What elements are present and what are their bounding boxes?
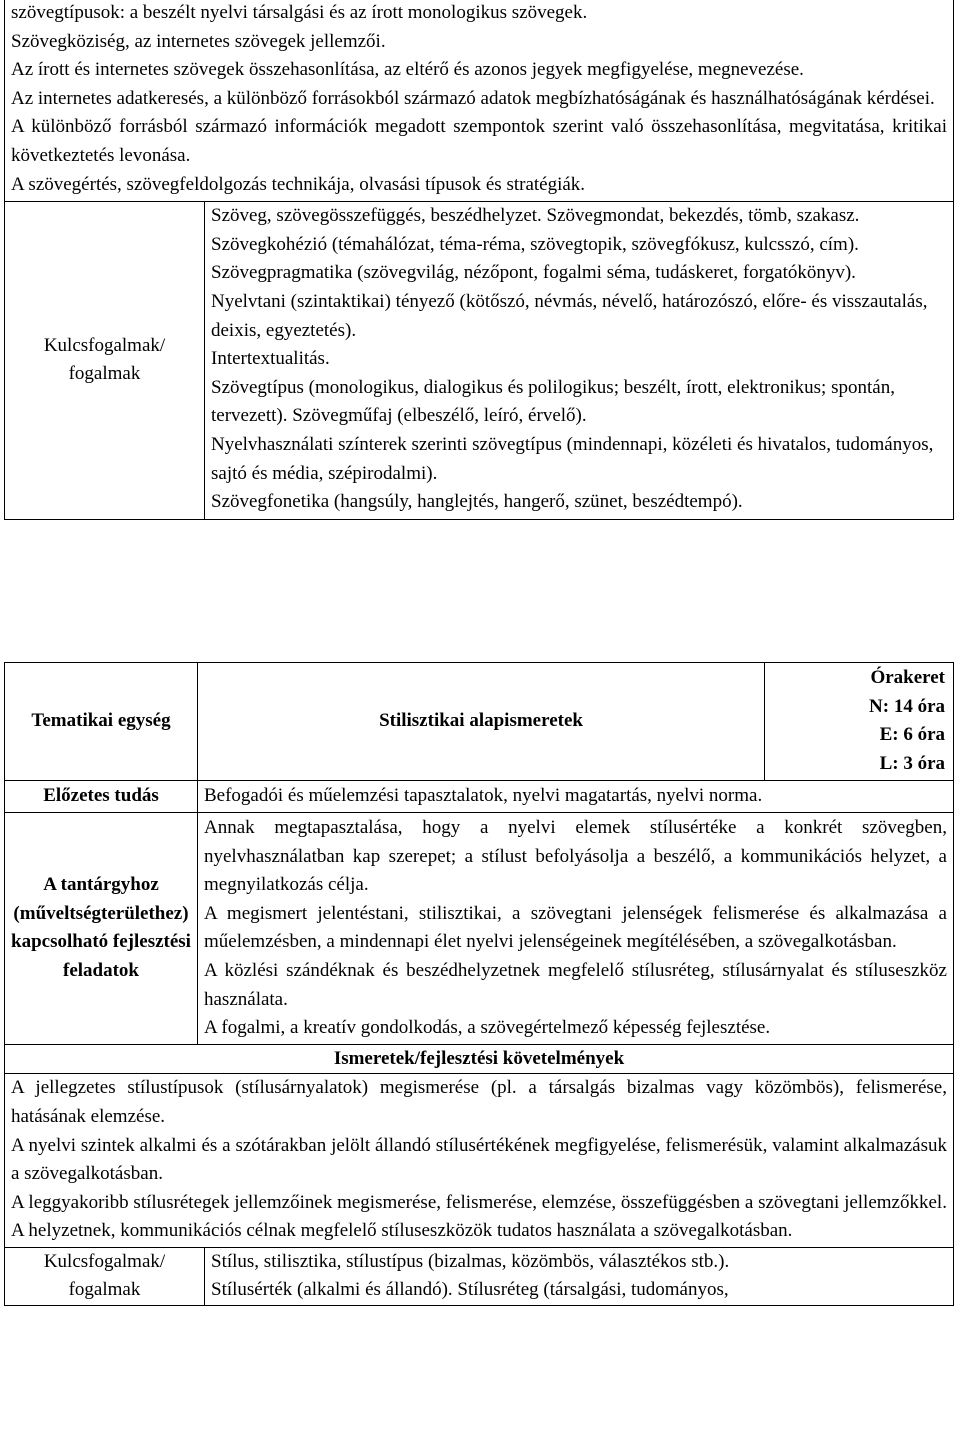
ismeretek-text-cell: [5, 1074, 954, 1248]
content-line: Szövegköziség, az internetes szövegek jellemzői.: [11, 30, 386, 52]
feladatok-text: Annak megtapasztalása, hogy a nyelvi elemek stílusértéke a konkrét szövegben, nyelvhasználatban kap szerepet; a stílust befolyásolja a beszélő, a kommunikációs helyzet, a megnyilatkozás célja.: [204, 816, 947, 896]
tematikai-title: Stilisztikai alapismeretek: [379, 710, 583, 732]
content-table-2: [4, 662, 954, 1306]
kulcsfogalmak-text: Szöveg, szövegösszefüggés, beszédhelyzet. Szövegmondat, bekezdés, tömb, szakasz. Szövegkohézió (témahálózat, téma-réma, szövegtopik, szövegfókusz, kulcsszó, cím). Szövegpragmatika (szövegvilág, nézőpont, fogalmi séma, tudáskeret, forgatókönyv).: [211, 205, 860, 284]
tematikai-label: Tematikai egység: [31, 710, 171, 732]
elozetes-text-cell: [198, 781, 954, 813]
elozetes-label-cell: [5, 781, 198, 813]
kulcsfogalmak-text: Nyelvtani (szintaktikai) tényező (kötőszó, névmás, névelő, határozószó, előre- és visszautalás, deixis, egyeztetés).: [211, 290, 928, 341]
feladatok-label: A tantárgyhoz (műveltségterülethez) kapcsolható fejlesztési feladatok: [11, 874, 191, 981]
orakeret-line: N: 14 óra: [869, 695, 945, 717]
orakeret-line: Órakeret: [870, 667, 945, 688]
kulcsfogalmak-text: Nyelvhasználati színterek szerinti szövegtípus (mindennapi, közéleti és hivatalos, tudományos, sajtó és média, szépirodalmi).: [211, 433, 934, 484]
content-line: A különböző forrásból származó információk megadott szempontok szerint való összehasonlítása, megvitatása, kritikai következtetés levonása.: [11, 116, 947, 166]
content-line: Az internetes adatkeresés, a különböző forrásokból származó adatok megbízhatóságának és használhatóságának kérdései.: [11, 87, 935, 109]
ismeretek-text: A jellegzetes stílustípusok (stílusárnyalatok) megismerése (pl. a társalgás bizalmas vagy közömbös), felismerése, hatásának elemzése.: [11, 1077, 947, 1127]
feladatok-label-cell: [5, 812, 198, 1044]
kulcsfogalmak-label-cell: [5, 1247, 205, 1305]
orakeret-cell: [765, 663, 954, 781]
kulcsfogalmak-text: Stílusérték (alkalmi és állandó). Stílusréteg (társalgási, tudományos,: [211, 1279, 729, 1301]
kulcsfogalmak-text-cell: [205, 202, 954, 520]
kulcsfogalmak-label: fogalmak: [68, 1279, 141, 1301]
content-line: A szövegértés, szövegfeldolgozás technikája, olvasási típusok és stratégiák.: [11, 173, 586, 195]
feladatok-text: A fogalmi, a kreatív gondolkodás, a szövegértelmező képesség fejlesztése.: [204, 1017, 771, 1039]
ismeretek-text: A nyelvi szintek alkalmi és a szótárakban jelölt állandó stílusértékének megfigyelése, felismerésük, valamint alkalmazásuk a szövegalkotásban.: [11, 1134, 947, 1185]
feladatok-text-cell: [198, 812, 954, 1044]
content-line: szövegtípusok: a beszélt nyelvi társalgási és az írott monologikus szövegek.: [11, 2, 588, 23]
orakeret-line: E: 6 óra: [879, 724, 945, 746]
kulcsfogalmak-label-cell: [5, 202, 205, 520]
elozetes-text: Befogadói és műelemzési tapasztalatok, nyelvi magatartás, nyelvi norma.: [204, 785, 763, 807]
content-line: Az írott és internetes szövegek összehasonlítása, az eltérő és azonos jegyek megfigyelése, megnevezése.: [11, 59, 804, 81]
content-cell: [5, 0, 954, 202]
content-table-1: [4, 0, 954, 520]
ismeretek-header: Ismeretek/fejlesztési követelmények: [333, 1047, 625, 1069]
kulcsfogalmak-label: Kulcsfogalmak/: [43, 1250, 166, 1272]
elozetes-label: Előzetes tudás: [43, 785, 159, 807]
kulcsfogalmak-text: Stílus, stilisztika, stílustípus (bizalmas, közömbös, választékos stb.).: [211, 1250, 730, 1272]
kulcsfogalmak-text-cell: [205, 1247, 954, 1305]
kulcsfogalmak-label: Kulcsfogalmak/: [43, 334, 166, 356]
ismeretek-text: A leggyakoribb stílusrétegek jellemzőinek megismerése, felismerése, elemzése, összefüggésben a szövegtani jellemzőkkel.: [11, 1191, 947, 1213]
ismeretek-header-cell: [5, 1044, 954, 1074]
kulcsfogalmak-text: Intertextualitás.: [211, 348, 330, 370]
kulcsfogalmak-label: fogalmak: [68, 363, 141, 385]
tematikai-label-cell: [5, 663, 198, 781]
orakeret-line: L: 3 óra: [879, 752, 945, 774]
tematikai-title-cell: [198, 663, 765, 781]
ismeretek-text: A helyzetnek, kommunikációs célnak megfelelő stíluseszközök tudatos használata a szövegalkotásban.: [11, 1220, 793, 1242]
kulcsfogalmak-text: Szövegtípus (monologikus, dialogikus és polilogikus; beszélt, írott, elektronikus; spontán, tervezett). Szövegműfaj (elbeszélő, leíró, érvelő).: [211, 376, 895, 427]
feladatok-text: A közlési szándéknak és beszédhelyzetnek megfelelő stílusréteg, stílusárnyalat és stíluseszköz használata.: [204, 959, 947, 1010]
feladatok-text: A megismert jelentéstani, stilisztikai, a szövegtani jelenségek felismerése és alkalmazása a műelemzésben, a mindennapi élet nyelvi jelenségeinek megítélésében, a szövegalkotásban.: [204, 902, 947, 953]
kulcsfogalmak-text: Szövegfonetika (hangsúly, hanglejtés, hangerő, szünet, beszédtempó).: [211, 491, 743, 513]
